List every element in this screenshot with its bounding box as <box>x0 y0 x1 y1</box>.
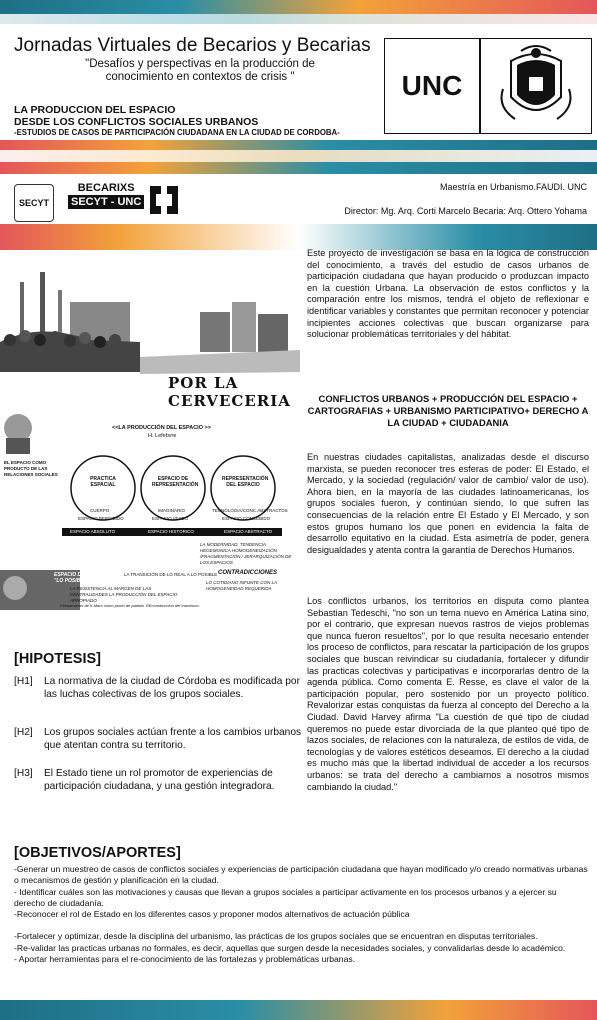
institution-symbol-logo <box>146 182 182 218</box>
objetivo-spacer <box>14 920 589 931</box>
becarixs-logo-line1: BECARIXS <box>77 182 135 194</box>
lefebvre-author: H. Lefebvre <box>148 433 177 439</box>
sub-concebido: ESPACIO CONCEBIDO <box>222 516 271 521</box>
hipotesis-key: [H3] <box>14 768 33 779</box>
hipotesis-item <box>14 768 304 793</box>
hipotesis-item <box>14 676 304 701</box>
program-info: Maestría en Urbanismo.FAUDI. UNC <box>439 182 587 192</box>
project-title-line2: DESDE LOS CONFLICTOS SOCIALES URBANOS <box>14 116 259 128</box>
hipotesis-text: Los grupos sociales actúan frente a los cambios urbanos que atentan contra su territorio. <box>44 727 302 751</box>
daily-life-note: LO COTIDIANO INFUNTE CON LA HOMOGENEIDAD REQUERIDA <box>206 580 277 591</box>
bottom-color-band <box>0 1000 597 1020</box>
event-subtitle: "Desafíos y perspectivas en la producción de conocimiento en contextos de crisis " <box>85 58 315 83</box>
body-paragraph-2: Los conflictos urbanos, los territorios en disputa como plantea Sebastian Tedeschi, "no son un tema nuevo en América Latina sino, por el contrario, que expresan nuevos rastros de viejos problemas que nunca fueron resueltos", por lo que resulta necesario entender los proceso de conflictos, para rescatar la participación de los grupos sociales que buscan reivindicar su ciudadanía, fortalecer y difundir las practicas colectivas y participativas e incorporarlas dentro de la agenda pública. Como comenta E. Resse, es clave el valor de la participación popular, pero sostenido por un proyecto político. Revalorizar estas conquistas da fuerza al concepto del Derecho a la Ciudad. David Harvey afirma "La cuestión de qué tipo de ciudad queremos no puede estar divorciada de la que planteo qué tipo de lazos sociales, de relaciones con la naturaleza, de estilos de vida, de tecnologías y de valores estéticos deseamos. El derecho a la ciudad es mucho más que la libertad individual de acceder a los recursos urbanos: se trata del derecho a cambiarnos a nosotros mismos cambiando la ciudad." <box>307 596 589 792</box>
differential-space: ESPACIO DIFERENCIAL "LO POSIBLE" <box>54 572 112 584</box>
protest-collage-image <box>0 262 300 410</box>
sub-vivido: ESPACIO VIVIDO <box>152 516 189 521</box>
hipotesis-text: La normativa de la ciudad de Córdoba es modificada por las luchas colectivas de los grupos sociales. <box>44 676 300 700</box>
lower-color-band <box>0 224 597 250</box>
objetivo-item: -Reconocer el rol de Estado en los diferentes casos y proponer modos alternativos de actuación pública <box>14 909 410 920</box>
bar-historico: ESPACIO HISTORICO <box>148 529 194 534</box>
resistance-note: LA RESISTENCIA AL MARGEN DE LAS CENTRALIDADES LA PRODUCCIÓN DEL ESPACIO APROPIADO <box>70 586 178 603</box>
space-product-label: EL ESPACIO COMO PRODUCTO DE LAS RELACIONES SOCIALES <box>4 460 58 477</box>
project-title <box>14 104 258 128</box>
sub-imaginario: IMAGINARIO <box>158 508 186 513</box>
hipotesis-text: El Estado tiene un rol promotor de experiencias de participación ciudadana, y una gestión integradora. <box>44 768 275 792</box>
collage-caption: POR LA CERVECERIA <box>168 374 291 410</box>
bar-absoluto: ESPACIO ABSOLUTO <box>70 529 116 534</box>
circle-practica: PRACTICA ESPACIAL <box>90 476 116 488</box>
bar-abstracto: ESPACIO ABSTRACTO <box>224 529 273 534</box>
becarixs-logo-line2: SECYT - UNC <box>68 195 144 209</box>
modernity-note: LA MODERNIDAD: TENDENCIA HEGEMONICA HOMOGENEIZACIÓN /FRAGMENTACIÓN / JERARQUIZACIÓN DE LOS ESPACIOS <box>200 542 292 565</box>
objetivo-item: -Fortalecer y optimizar, desde la disciplina del urbanismo, las prácticas de los grupos sociales que se encuentran en disputas territoriales. <box>14 931 538 942</box>
objetivo-item: -Re-validar las practicas urbanas no formales, es decir, aquellas que surgen desde la necesidades sociales, y convalidarlas desde lo académico. <box>14 942 566 953</box>
project-title-line1: LA PRODUCCION DEL ESPACIO <box>14 104 176 116</box>
objetivo-item: -Generar un muestreo de casos de conflictos sociales y experiencias de participación ciudadana que hayan modificado y/o creado normativas urbanas o mecanismos de gestión y planificación en la ciudad. <box>14 864 591 886</box>
top-color-band <box>0 0 597 24</box>
concept-equation: CONFLICTOS URBANOS + PRODUCCIÓN DEL ESPACIO + CARTOGRAFIAS + URBANISMO PARTICIPATIVO+ DERECHO A LA CIUDAD + CIUDADANIA <box>307 393 589 428</box>
secyt-logo: SECYT <box>14 184 54 222</box>
sub-tecnologia: TECNOLOGIA/CONC.ABSTRACTOS <box>212 508 288 513</box>
sub-cuerpo: CUERPO <box>90 508 110 513</box>
hipotesis-key: [H2] <box>14 727 33 738</box>
intro-paragraph: Este proyecto de investigación se basa en la lógica de construcción del conocimiento, a través del estudio de casos urbanos de participación ciudadana que hayan producido o produzcan impacto en la cuestión Urbana. La observación de estos conflictos y la comparación entre los mismos, tendrá el objeto de reflexionar e identificar variables y constantes que permitan reconocer y potenciar incipientes acciones colectivas que buscan organizarse para solucionar problemáticas territoriales y del hábitat. <box>307 248 589 340</box>
becarixs-logo <box>68 181 144 209</box>
objetivos-heading: [OBJETIVOS/APORTES] <box>14 845 181 861</box>
diagram-footer: Pensamiento de K.Marx como punto de partida. REconstruccion del marxismo. <box>60 603 200 608</box>
sub-percibido: ESPACIO PERCIBIDO <box>78 516 124 521</box>
objetivos-list <box>14 864 589 965</box>
unc-crest-logo <box>480 38 592 134</box>
transition-note: LA TRANSICIÓN DE LO REAL A LO POSIBLE <box>124 572 218 577</box>
hipotesis-heading: [HIPOTESIS] <box>14 651 102 667</box>
contradictions-label: CONTRADICCIONES <box>218 570 278 576</box>
lefebvre-quote: <<LA PRODUCCIÓN DEL ESPACIO >> <box>112 425 211 431</box>
circle-rep-espacio: REPRESENTACIÓN DEL ESPACIO <box>222 476 269 488</box>
project-subtitle: -ESTUDIOS DE CASOS DE PARTICIPACIÓN CIUDADANA EN LA CIUDAD DE CORDOBA- <box>14 128 340 137</box>
director-info: Director: Mg. Arq. Corti Marcelo Becaria: Arq. Ottero Yohama <box>344 206 587 216</box>
objetivo-item: - Aportar herramientas para el re-conocimiento de las fortalezas y problemáticas urbanas. <box>14 954 356 965</box>
hipotesis-key: [H1] <box>14 676 33 687</box>
unc-logo: UNC <box>384 38 480 134</box>
circle-representacion: ESPACIO DE REPRESENTACIÓN <box>152 476 199 488</box>
middle-color-band <box>0 140 597 174</box>
hipotesis-item <box>14 727 304 752</box>
objetivo-item: - Identificar cuáles son las motivaciones y causas que llevan a grupos sociales a participar activamente en los procesos urbanos y a ejercer su derecho de ciudadanía. <box>14 886 560 908</box>
body-paragraph-1: En nuestras ciudades capitalistas, analizadas desde el discurso marxista, se pueden reconocer tres esferas de poder: El Estado, el Mercado, y la sociedad (regulación/ valor de cambio/ valor de uso). Ahora bien, en la mayoría de las ciudades latinoamericanas, los grupos sociales fueron, y continúan siendo, lo que sufren las consecuencias de la relación entre El Estado y El Mercado, y son estos grupos humano los que ponen en evidencia la falta de desarrollo equitativo en la ciudad. Esta asimetría de poder, genera desigualdades y atenta contra la garantía de Derechos Humanos. <box>307 452 589 555</box>
lefebvre-diagram <box>0 410 300 610</box>
event-title: Jornadas Virtuales de Becarios y Becarias <box>14 35 371 56</box>
